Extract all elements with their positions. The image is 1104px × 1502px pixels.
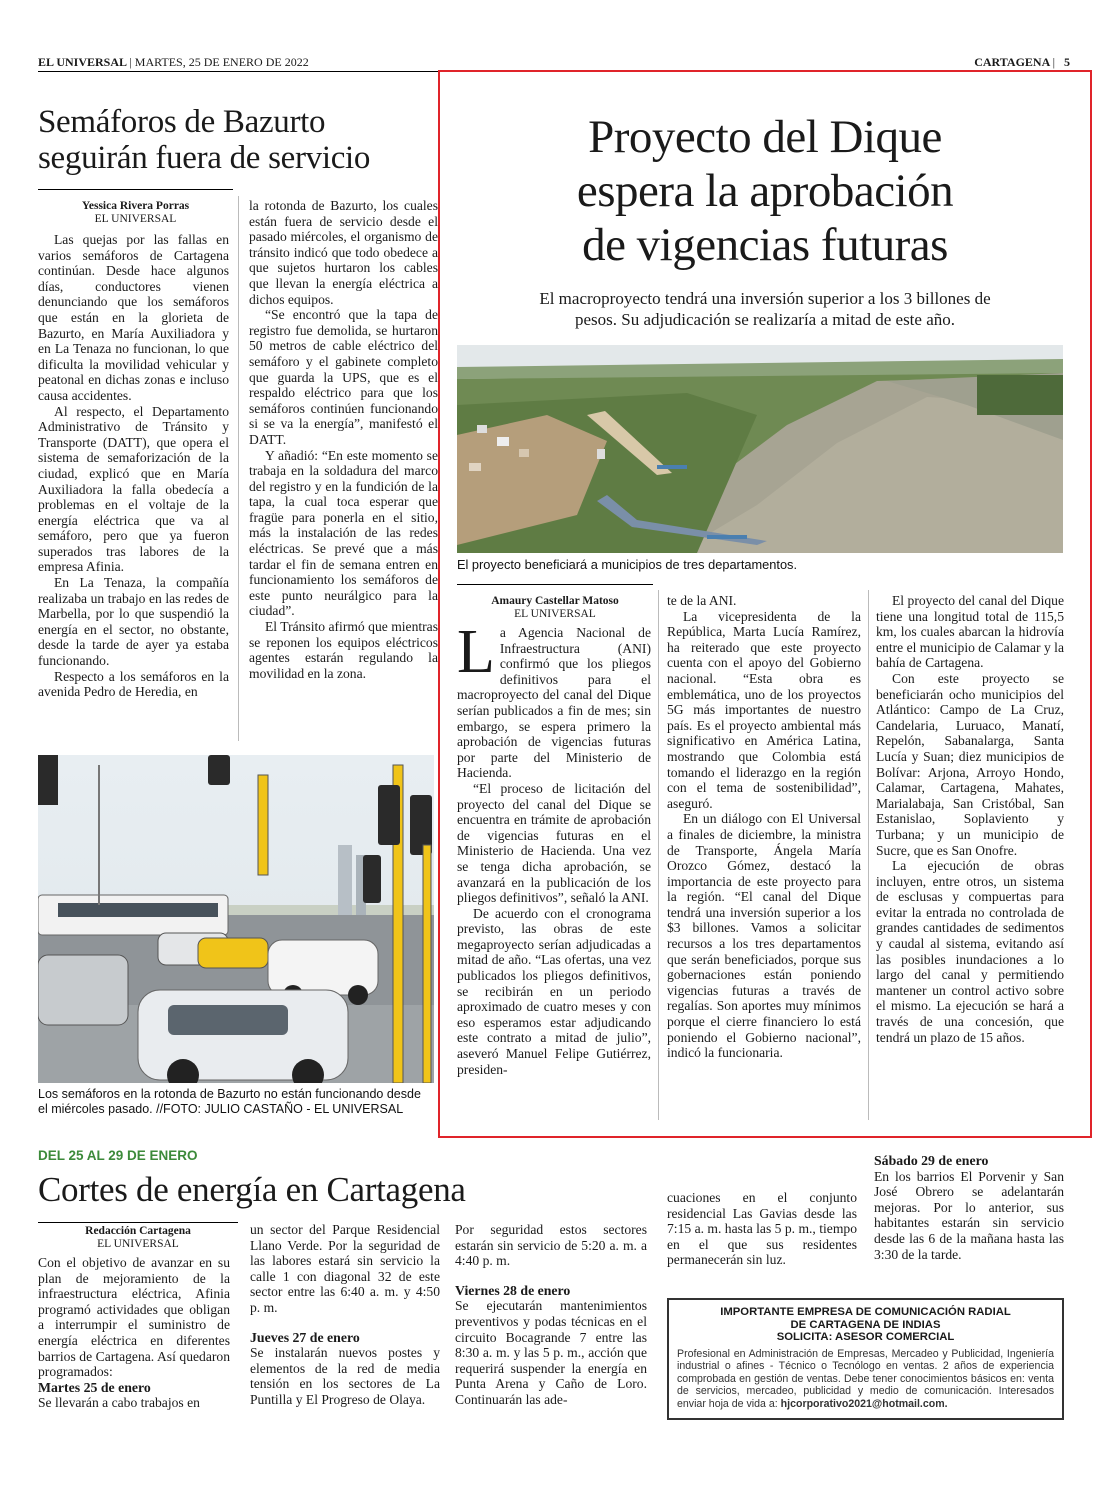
dique-outlet: EL UNIVERSAL [514,608,596,620]
semaforos-column-2 [249,198,438,681]
paragraph: La ejecución de obras incluyen, entre otros, un sistema de esclusas y compuertas para evitar la entrada no controlada de grandes cantidades de sedimentos y caudal al sistema, evitando así las posibles inundaciones a lo largo del canal y permitiendo mantener un control activo sobre el mismo. La ejecución se hará a través de una concesión, que tendrá un plazo de 15 años. [876,858,1064,1045]
dique-headline-line2: espera la aprobación [576,165,954,217]
column-divider [868,590,869,1120]
paragraph: “Se encontró que la tapa de registro fue demolida, se hurtaron 50 metros de cable eléctrico del semáforo y el gabinete completo que guarda la UPS, que es el respaldo eléctrico para que los semáforos continúen funcionando si se va la energía”, manifestó el DATT. [249,307,438,447]
paragraph: El Tránsito afirmó que mientras se reponen los equipos eléctricos agentes estarán regulando la movilidad en la zona. [249,619,438,681]
paragraph: De acuerdo con el cronograma previsto, las obras de este megaproyecto serían adjudicadas a mitad de año. “Las ofertas, una vez publicados los pliegos definitivos, se recibirán en un periodo aproximado de cuatro meses y con eso esperamos estar adjudicando este contrato a mitad de julio”, aseveró Manuel Felipe Gutiérrez, presiden- [457,905,651,1077]
traffic-photo [38,755,434,1083]
ad-contact-email[interactable]: hjcorporativo2021@hotmail.com. [780,1397,948,1410]
paragraph: Al respecto, el Departamento Administrativo de Tránsito y Transporte (DATT), que opera el sistema de semaforización de la ciudad, explicó que en María Auxiliadora la falla obedecía a problemas en el voltaje de la energía eléctrica que va al semáforo, pero que ya fueron superados tras labores de la empresa Afinia. [38,403,229,575]
paragraph: En los barrios El Porvenir y San José Obrero se adelantarán mejoras. Por lo anterior, sus habitantes estarán sin servicio desde las 6 de la mañana hasta las 3:30 de la tarde. [874,1168,1064,1262]
dique-subtitle-line2: pesos. Su adjudicación se realizaría a mitad de este año. [575,310,955,329]
paragraph: Por seguridad estos sectores estarán sin servicio de 5:20 a. m. a 4:40 p. m. [455,1222,647,1269]
edition-date: MARTES, 25 DE ENERO DE 2022 [134,55,309,69]
ad-body [677,1348,1054,1411]
paragraph: El proyecto del canal del Dique tiene una longitud total de 115,5 km, los cuales abarcan la hidrovía entre el municipio de Calamar y la bahía de Cartagena. [876,593,1064,671]
page-number: 5 [1064,55,1070,69]
river-photo-caption: El proyecto beneficiará a municipios de tres departamentos. [457,557,798,572]
paragraph: Se ejecutarán mantenimientos preventivos y podas técnicas en el circuito Bocagrande 7 entre las 8:30 a. m. y las 5 p. m., acción que requerirá suspender la energía en Punta Arena y Caño de Loro. Continuarán las ade- [455,1298,647,1407]
semaforos-outlet: EL UNIVERSAL [94,213,177,225]
ad-heading-line2: DE CARTAGENA DE INDIAS [790,1318,941,1331]
dique-author: Amaury Castellar Matoso [491,595,619,607]
semaforos-author: Yessica Rivera Porras [81,200,190,212]
job-ad-box [667,1298,1064,1420]
paragraph: cuaciones en el conjunto residencial Las Gavias desde las 7:15 a. m. hasta las 5 p. m., tiempo en el que sus residentes permanecerán sin luz. [667,1190,857,1268]
schedule-day-heading: Jueves 27 de enero [250,1329,360,1345]
paragraph: Las quejas por las fallas en varios semáforos de Cartagena continúan. Desde hace algunos días, conductores vienen denunciando que los semáforos que están en la glorieta de Bazurto, en María Auxiliadora y en La Tenaza no funcionan, lo que dificulta la movilidad vehicular y peatonal en dichas zonas e incluso causa accidentes. [38,232,229,403]
ad-heading-line1: IMPORTANTE EMPRESA DE COMUNICACIÓN RADIAL [720,1306,1011,1318]
cortes-headline: Cortes de energía en Cartagena [38,1170,466,1209]
paragraph: Respecto a los semáforos en la avenida Pedro de Heredia, en [38,668,229,700]
paragraph: la rotonda de Bazurto, los cuales están fuera de servicio desde el pasado miércoles, el organismo de tránsito indicó que todo obedece a que sujetos hurtaron los cables que llevan la energía eléctrica a dichos equipos. [249,198,438,307]
paper-name: EL UNIVERSAL [38,55,127,69]
paragraph: Se instalarán nuevos postes y elementos de la red de media tensión en los sectores de La Puntilla y El Progreso de Olaya. [250,1345,440,1407]
cortes-column-3 [455,1222,647,1408]
cortes-column-2 [250,1222,440,1408]
dique-column-1 [457,618,651,1077]
traffic-photo-caption: Los semáforos en la rotonda de Bazurto no están funcionando desde el miércoles pasado. //FOTO: JULIO CASTAÑO - EL UNIVERSAL [38,1087,421,1116]
cortes-column-5 [874,1153,1064,1262]
cortes-byline [38,1225,238,1251]
semaforos-headline-line2: seguirán fuera de servicio [38,140,371,176]
semaforos-byline [38,200,233,226]
drop-cap: L [457,618,495,686]
traffic-photo-illustration [38,755,434,1083]
dique-headline [440,110,1090,272]
schedule-day-heading: Viernes 28 de enero [455,1282,571,1298]
river-aerial-illustration [457,345,1063,553]
paragraph: Con este proyecto se beneficiarán ocho municipios del Atlántico: Campo de La Cruz, Candelaria, Luruaco, Manatí, Repelón, Sabanalarga, Santa Lucía y Suan; diez municipios de Bolívar: Arjona, Arroyo Hondo, Calamar, Cartagena, Mahates, Marialabaja, San Cristóbal, San Estanislao, Soplaviento y Turbana; y un municipio de Sucre, que es San Onofre. [876,670,1064,858]
cortes-author: Redacción Cartagena [85,1225,191,1237]
dique-headline-line3: de vigencias futuras [582,219,948,271]
column-divider [658,590,659,1120]
cortes-kicker: DEL 25 AL 29 DE ENERO [38,1148,198,1163]
dique-headline-line1: Proyecto del Dique [588,111,942,163]
paragraph: En un diálogo con El Universal a finales de diciembre, la ministra de Transporte, Ángela María Orozco Gómez, destacó la importancia de este proyecto para la región. “El canal del Dique tendrá una inversión superior a los $3 billones. Vamos a solicitar recursos a los tres departamentos que serán beneficiados, porque sus gobernaciones están poniendo vigencias futuras a través de regalías. Son aportes muy mínimos porque el cierre financiero lo está poniendo el Gobierno nacional”, indicó la funcionaria. [667,811,861,1061]
dique-column-2 [667,593,861,1061]
paragraph: “El proceso de licitación del proyecto del canal del Dique se encuentra en trámite de aprobación de vigencias futuras en el Ministerio de Hacienda. Una vez se tenga dicha aprobación, se avanzará en la publicación de los pliegos definitivos”, señaló la ANI. [457,780,651,906]
page-header-right: CARTAGENA | 5 [974,55,1070,69]
semaforos-column-1 [38,232,229,700]
semaforos-headline-line1: Semáforos de Bazurto [38,104,326,140]
section-name: CARTAGENA [974,55,1050,69]
semaforos-byline-rule [38,189,233,190]
dique-byline-rule [457,584,653,585]
paragraph: te de la ANI. [667,593,737,608]
dique-subtitle [440,288,1090,330]
paragraph: Con el objetivo de avanzar en su plan de mejoramiento de la infraestructura eléctrica, Afinia programó actividades que obligan a interrumpir el suministro de energía eléctrica en diferentes barrios de Cartagena. Así quedaron programados: [38,1255,230,1380]
dique-column-3 [876,593,1064,1045]
canal-del-dique-photo [457,345,1063,553]
schedule-day-heading: Martes 25 de enero [38,1379,151,1395]
paragraph: un sector del Parque Residencial Llano Verde. Por la seguridad de las labores estará sin servicio la calle 1 con diagonal 32 de este sector entre las 6:40 a. m. y 4:50 p. m. [250,1222,440,1315]
cortes-outlet: EL UNIVERSAL [97,1238,179,1250]
paragraph: En La Tenaza, la compañía realizaba un trabajo en las redes de Marbella, por lo que suspendió la energía en el sector, no obstante, desde la tarde de ayer ya estaba funcionando. [38,575,229,669]
ad-description: Profesional en Administración de Empresas, Mercadeo y Publicidad, Ingeniería industrial o afines - Técnico o Tecnólogo en ventas. 2 años de experiencia comprobada en gestión de ventas. Debe tener conocimientos básicos en: venta de servicios, mercadeo, publicidad y medio de comunicación. Interesados enviar hoja de vida a: [677,1347,1054,1410]
paragraph: La vicepresidenta de la República, Marta Lucía Ramírez, ha reiterado que este proyecto cuenta con el apoyo del Gobierno nacional. “Esta obra es emblemática, uno de los proyectos 5G más importantes de nuestro país. Es el proyecto ambiental más significativo en América Latina, mostrando que Colombia está tomando el liderazgo en la región con el tema de sostenibilidad”, aseguró. [667,608,861,811]
schedule-day-heading: Sábado 29 de enero [874,1153,989,1168]
semaforos-headline [38,104,434,176]
cortes-byline-rule [38,1222,238,1223]
cortes-column-1 [38,1255,230,1411]
paragraph: Y añadió: “En este momento se trabaja en la soldadura del marco del registro y en la fundición de la tapa, la cual toca esperar que fragüe para ponerla en el sitio, más la instalación de las redes eléctricas. Se prevé que a más tardar el fin de semana entren en funcionamiento los semáforos de este punto neurálgico para la ciudad”. [249,447,438,619]
column-divider [238,196,239,741]
paragraph: Se llevarán a cabo trabajos en [38,1395,200,1411]
ad-heading-line3: SOLICITA: ASESOR COMERCIAL [776,1331,955,1343]
dique-subtitle-line1: El macroproyecto tendrá una inversión superior a los 3 billones de [539,289,991,308]
paragraph-lead: a Agencia Nacional de Infraestructura (ANI) confirmó que los pliegos definitivos para el macroproyecto del canal del Dique serían publicados a fin de mes; sin embargo, se espera primero la aprobación de vigencias futuras por parte del Ministerio de Hacienda. [457,625,651,781]
page-header-left: EL UNIVERSAL | MARTES, 25 DE ENERO DE 2022 [38,55,309,69]
cortes-column-4 [667,1190,857,1268]
